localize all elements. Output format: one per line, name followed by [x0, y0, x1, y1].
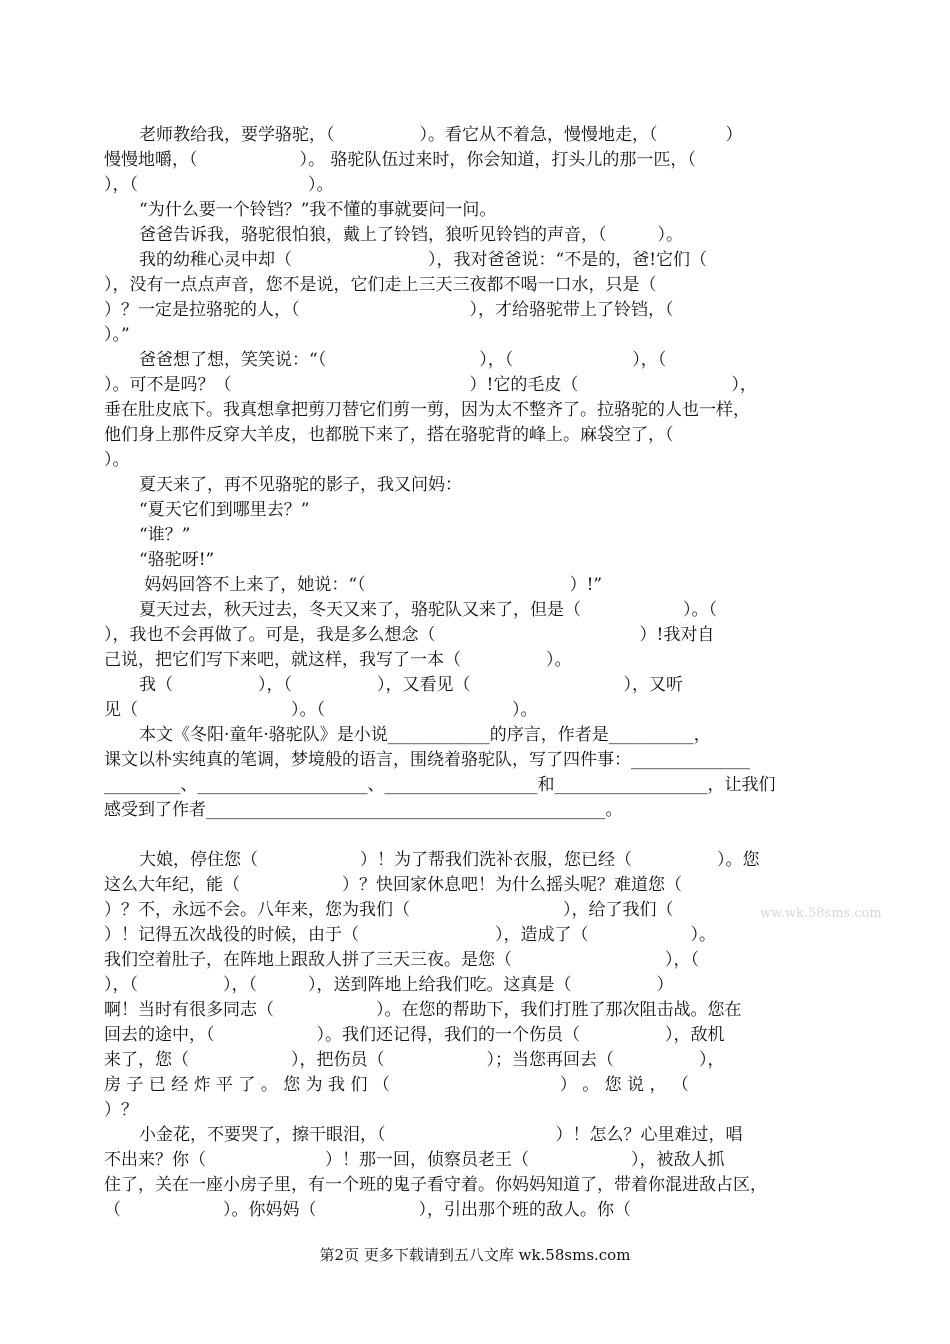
- text-line: ）。”: [104, 325, 130, 345]
- text-line: ）！记得五次战役的时候，由于（ ），造成了（ ）。: [104, 925, 716, 945]
- text-line: （ ）。你妈妈（ ），引出那个班的敌人。你（: [104, 1200, 631, 1220]
- passage-camel-team: [104, 123, 837, 823]
- text-line: 我们空着肚子，在阵地上跟敌人拼了三天三夜。是您（ ），（: [104, 950, 699, 970]
- text-line: 我的幼稚心灵中却（ ），我对爸爸说：“不是的，爸!它们（: [139, 250, 708, 270]
- text-line: 回去的途中，（ ）。我们还记得，我们的一个伤员（ ），敌机: [104, 1025, 725, 1045]
- text-line: 不出来？你（ ）！那一回，侦察员老王（ ），被敌人抓: [104, 1150, 725, 1170]
- paragraph-gap: [104, 823, 837, 848]
- text-line: ），我也不会再做了。可是，我是多么想念（ ）!我对自: [104, 625, 715, 645]
- text-line: “谁？”: [139, 525, 191, 545]
- text-line: 慢慢地嚼，（ ）。 骆驼队伍过来时，你会知道，打头儿的那一匹，（: [104, 150, 696, 170]
- text-line: 啊！当时有很多同志（ ）。在您的帮助下，我们打胜了那次阻击战。您在: [104, 1000, 742, 1020]
- text-line: ）？一定是拉骆驼的人，（ ），才给骆驼带上了铃铛，（: [104, 300, 674, 320]
- text-line: 老师教给我，要学骆驼，（ ）。看它从不着急，慢慢地走，（ ）: [139, 125, 743, 145]
- text-line: 大娘，停住您（ ）！为了帮我们洗补衣服，您已经（ ）。您: [139, 850, 760, 870]
- text-line: 感受到了作者_______________________________________________。: [104, 800, 623, 820]
- text-line: “骆驼呀!”: [139, 550, 215, 570]
- text-line: 课文以朴实纯真的笔调，梦境般的语言，围绕着骆驼队，写了四件事：______________: [104, 750, 750, 770]
- text-line: ）。可不是吗？（ ）!它的毛皮（ ），: [104, 375, 757, 395]
- text-line: 夏天来了，再不见骆驼的影子，我又问妈：: [139, 475, 462, 495]
- text-line: 己说，把它们写下来吧，就这样，我写了一本（ ）。: [104, 650, 572, 670]
- text-line: 见（ ）。（ ）。: [104, 700, 538, 720]
- text-line: 来了，您（ ），把伤员（ ）；当您再回去（ ），: [104, 1050, 725, 1070]
- page-footer: 第2页 更多下载请到五八文库 wk.58sms.com: [319, 1246, 631, 1264]
- text-line: 本文《冬阳·童年·骆驼队》是小说____________的序言，作者是__________，: [139, 725, 711, 745]
- text-line: “夏天它们到哪里去？”: [139, 500, 310, 520]
- watermark-text: ww.wk.58sms.com: [760, 906, 882, 921]
- text-line: 爸爸想了想，笑笑说：“（ ），（ ），（: [139, 350, 667, 370]
- text-line: “为什么要一个铃铛？”我不懂的事就要问一问。: [139, 200, 497, 220]
- text-line: 这么大年纪，能（ ）？快回家休息吧！为什么摇头呢？难道您（: [104, 875, 682, 895]
- text-line: 小金花，不要哭了，擦干眼泪，（ ）！怎么？心里难过，唱: [139, 1125, 743, 1145]
- text-line: _________、____________________、__________________和__________________，让我们: [104, 775, 776, 795]
- passage-volunteer-army: [104, 848, 837, 1223]
- text-line: 妈妈回答不上来了，她说：“（ ）!”: [139, 575, 603, 595]
- text-line: ）？: [104, 1100, 138, 1120]
- text-line: ）。: [104, 450, 130, 470]
- text-line: ），（ ），（ ），送到阵地上给我们吃。这真是（ ）: [104, 975, 674, 995]
- text-line: 房 子 已 经 炸 平 了 。 您 为 我 们 （ ） 。 您 说 ， （: [104, 1075, 689, 1095]
- text-line: ），没有一点点声音，您不是说，它们走上三天三夜都不喝一口水，只是（: [104, 275, 657, 295]
- text-line: 垂在肚皮底下。我真想拿把剪刀替它们剪一剪，因为太不整齐了。拉骆驼的人也一样，: [104, 400, 750, 420]
- text-line: ）？不，永远不会。八年来，您为我们（ ），给了我们（: [104, 900, 674, 920]
- text-line: 他们身上那件反穿大羊皮，也都脱下来了，搭在骆驼背的峰上。麻袋空了，（: [104, 425, 674, 445]
- document-page: [104, 123, 837, 1223]
- text-line: ），（ ）。: [104, 175, 334, 195]
- text-line: 夏天过去，秋天过去，冬天又来了，骆驼队又来了，但是（ ）。（: [139, 600, 717, 620]
- text-line: 爸爸告诉我，骆驼很怕狼，戴上了铃铛，狼听见铃铛的声音，（ ）。: [139, 225, 683, 245]
- text-line: 我（ ），（ ），又看见（ ），又听: [139, 675, 683, 695]
- text-line: 住了，关在一座小房子里，有一个班的鬼子看守着。你妈妈知道了，带着你混进敌占区，: [104, 1175, 767, 1195]
